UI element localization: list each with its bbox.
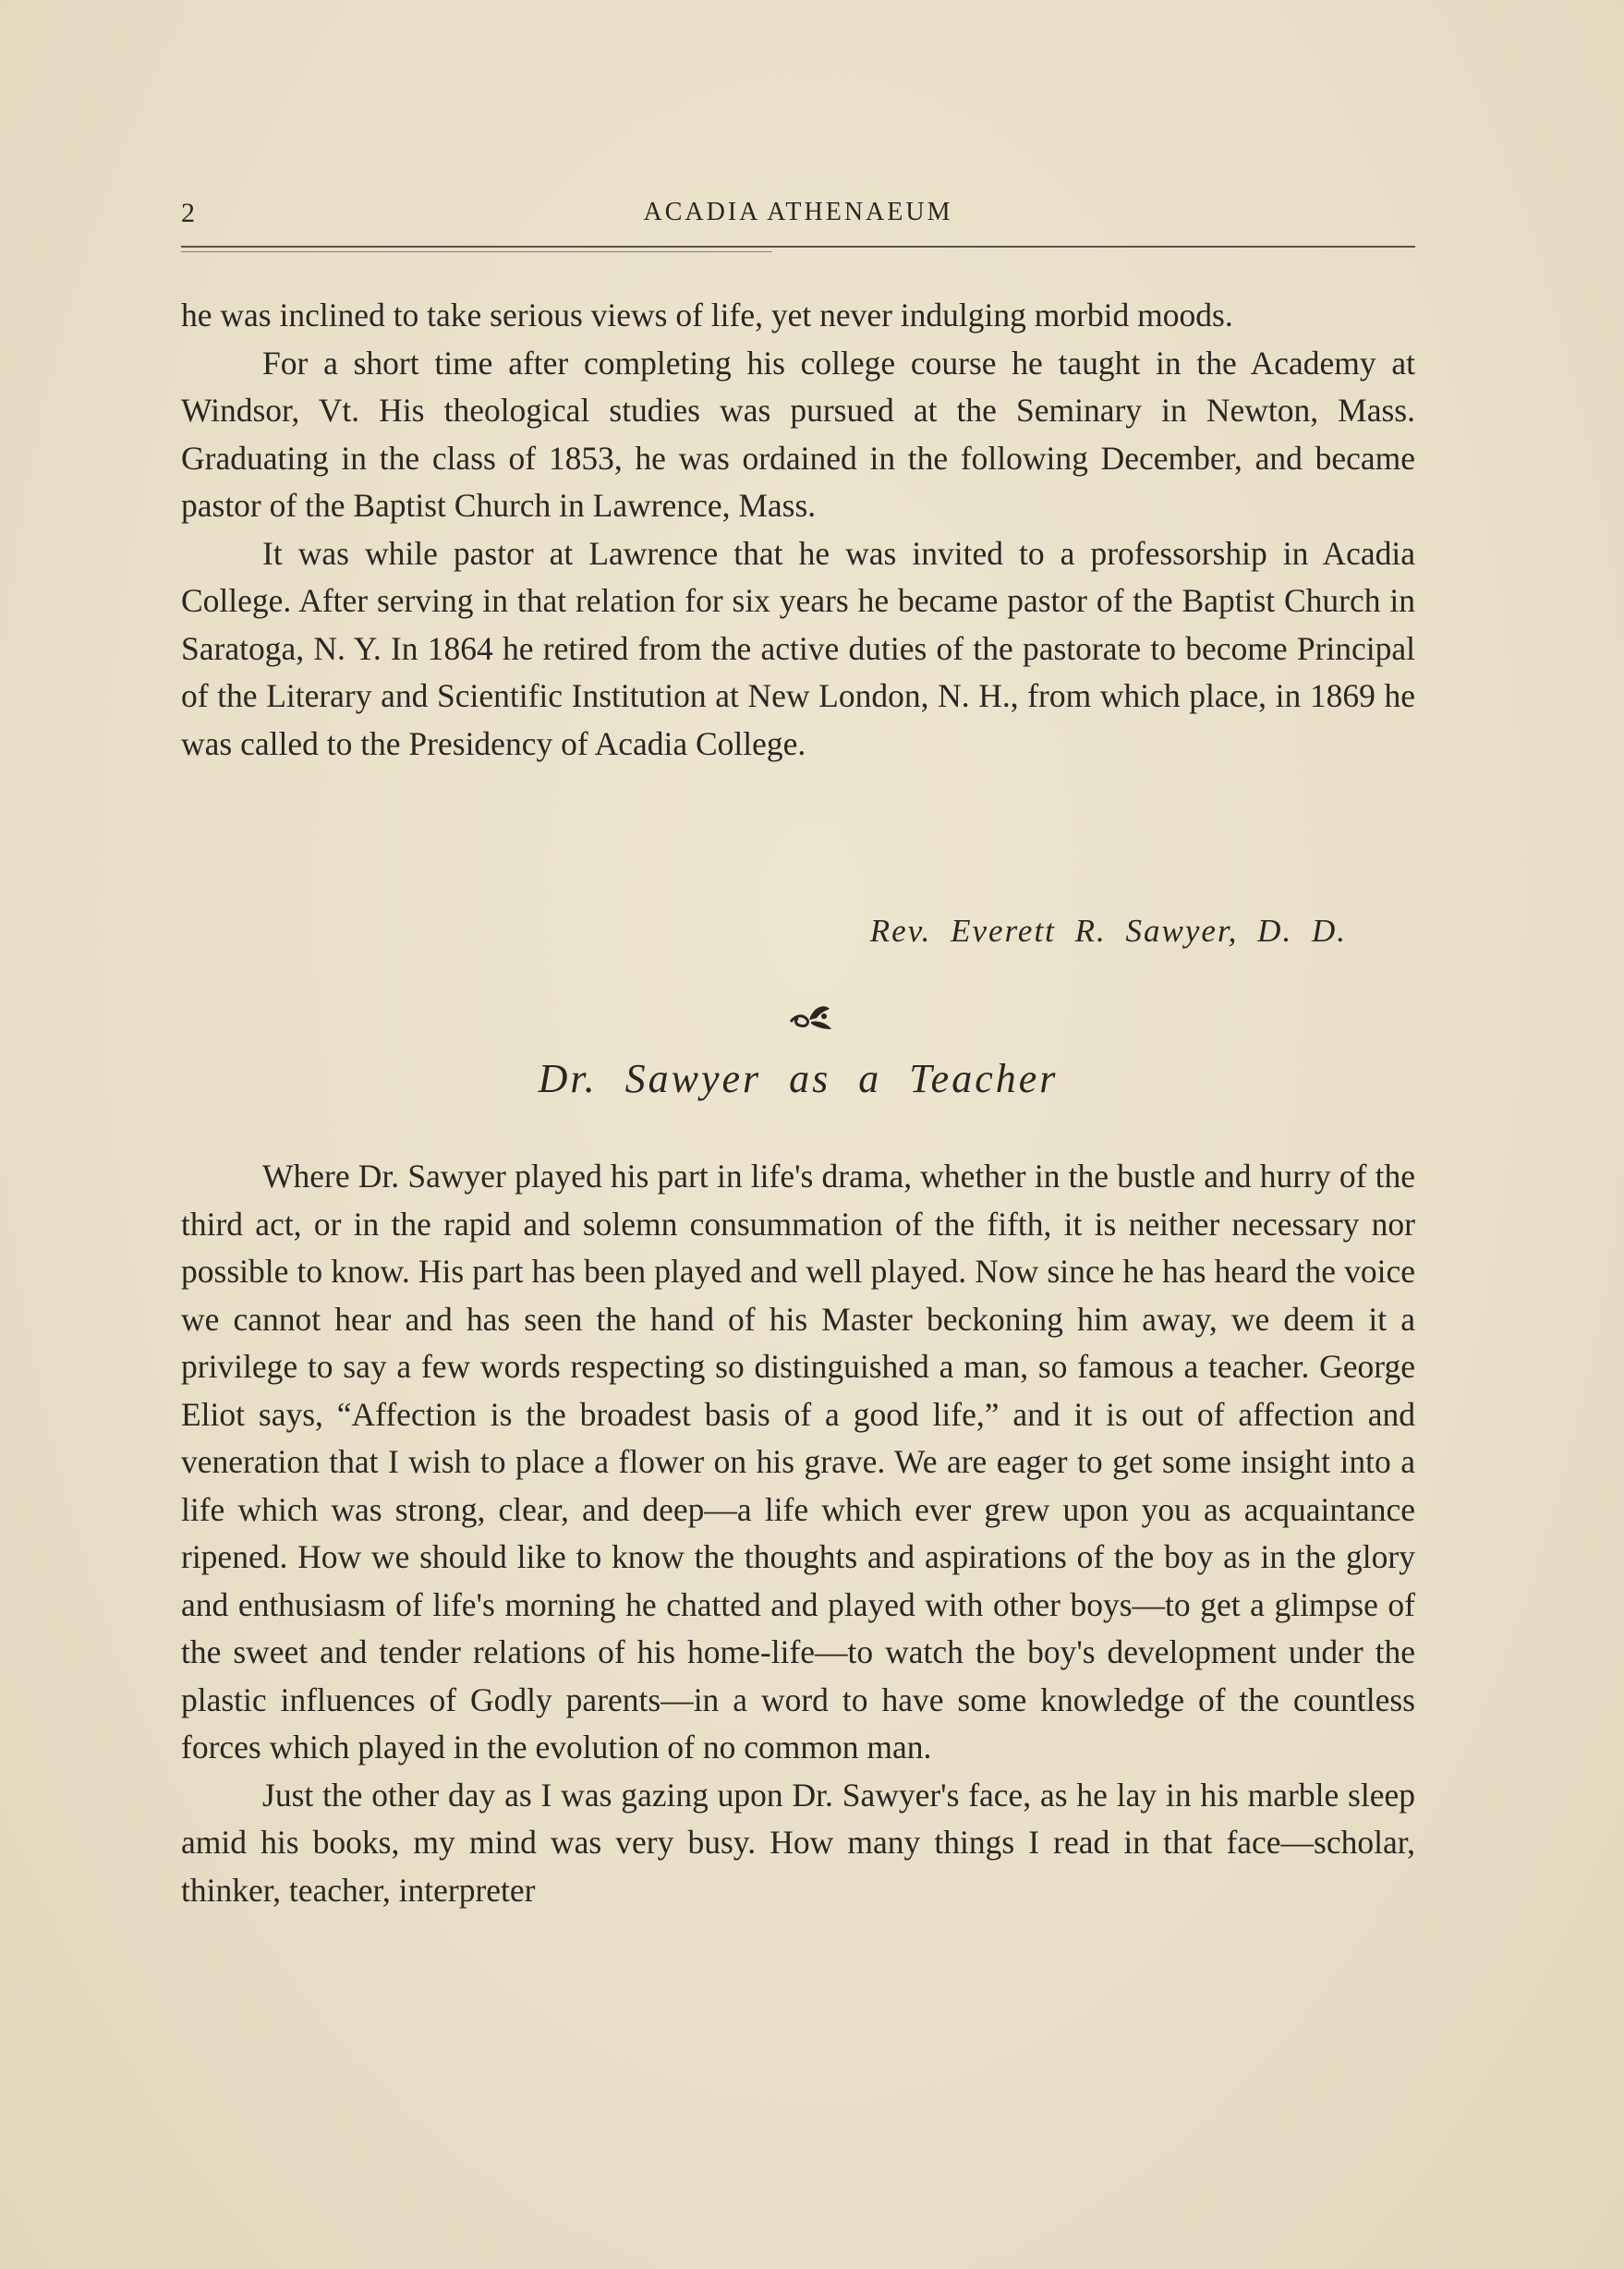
paragraph: For a short time after completing his college course he taught in the Academy at Windsor, Vt. His theological studies was pursued at the Seminary in Newton, Mass. Graduating in the class of 1853, he was ordained in the following December, and became pastor of the Baptist Church in Lawrence, Mass. — [181, 344, 1415, 524]
section-body — [181, 1153, 1415, 1914]
paragraph: It was while pastor at Lawrence that he was invited to a professorship in Acadia College. After serving in that relation for six years he became pastor of the Baptist Church in Saratoga, N. Y. In 1864 he retired from the active duties of the pastorate to become Principal of the Literary and Scientific Institution at New London, N. H., from which place, in 1869 he was called to the Presidency of Acadia College. — [181, 534, 1415, 762]
journal-title: ACADIA ATHENAEUM — [643, 198, 953, 226]
header-rule-secondary — [181, 251, 772, 252]
page-number: 2 — [181, 198, 197, 228]
paragraph: he was inclined to take serious views of life, yet never indulging morbid moods. — [181, 297, 1233, 334]
fleuron-ornament-icon — [783, 998, 839, 1035]
paragraph: Just the other day as I was gazing upon Dr. Sawyer's face, as he lay in his marble sleep amid his books, my mind was very busy. How many things I read in that face—scholar, thinker, teacher, interpreter — [181, 1776, 1415, 1909]
header-rule — [181, 246, 1415, 248]
author-signature: Rev. Everett R. Sawyer, D. D. — [869, 913, 1347, 949]
paragraph: Where Dr. Sawyer played his part in life's drama, whether in the bustle and hurry of the third act, or in the rapid and solemn consummation of the fifth, it is neither necessary nor possible to know. His part has been played and well played. Now since he has heard the voice we cannot hear and has seen the hand of his Master beckoning him away, we deem it a privilege to say a few words respecting so distinguished a man, so famous a teacher. George Eliot says, “Affection is the broadest basis of a good life,” and it is out of affection and veneration that I wish to place a flower on his grave. We are eager to get some insight into a life which was strong, clear, and deep—a life which ever grew upon you as acquaintance ripened. How we should like to know the thoughts and aspirations of the boy as in the glory and enthusiasm of life's morning he chatted and played with other boys—to get a glimpse of the sweet and tender relations of his home-life—to watch the boy's development under the plastic influences of Godly parents—in a word to have some knowledge of the countless forces which played in the evolution of no common man. — [181, 1158, 1415, 1765]
section-heading: Dr. Sawyer as a Teacher — [538, 1056, 1059, 1101]
running-head — [181, 198, 1415, 235]
article-continuation — [181, 292, 1415, 768]
